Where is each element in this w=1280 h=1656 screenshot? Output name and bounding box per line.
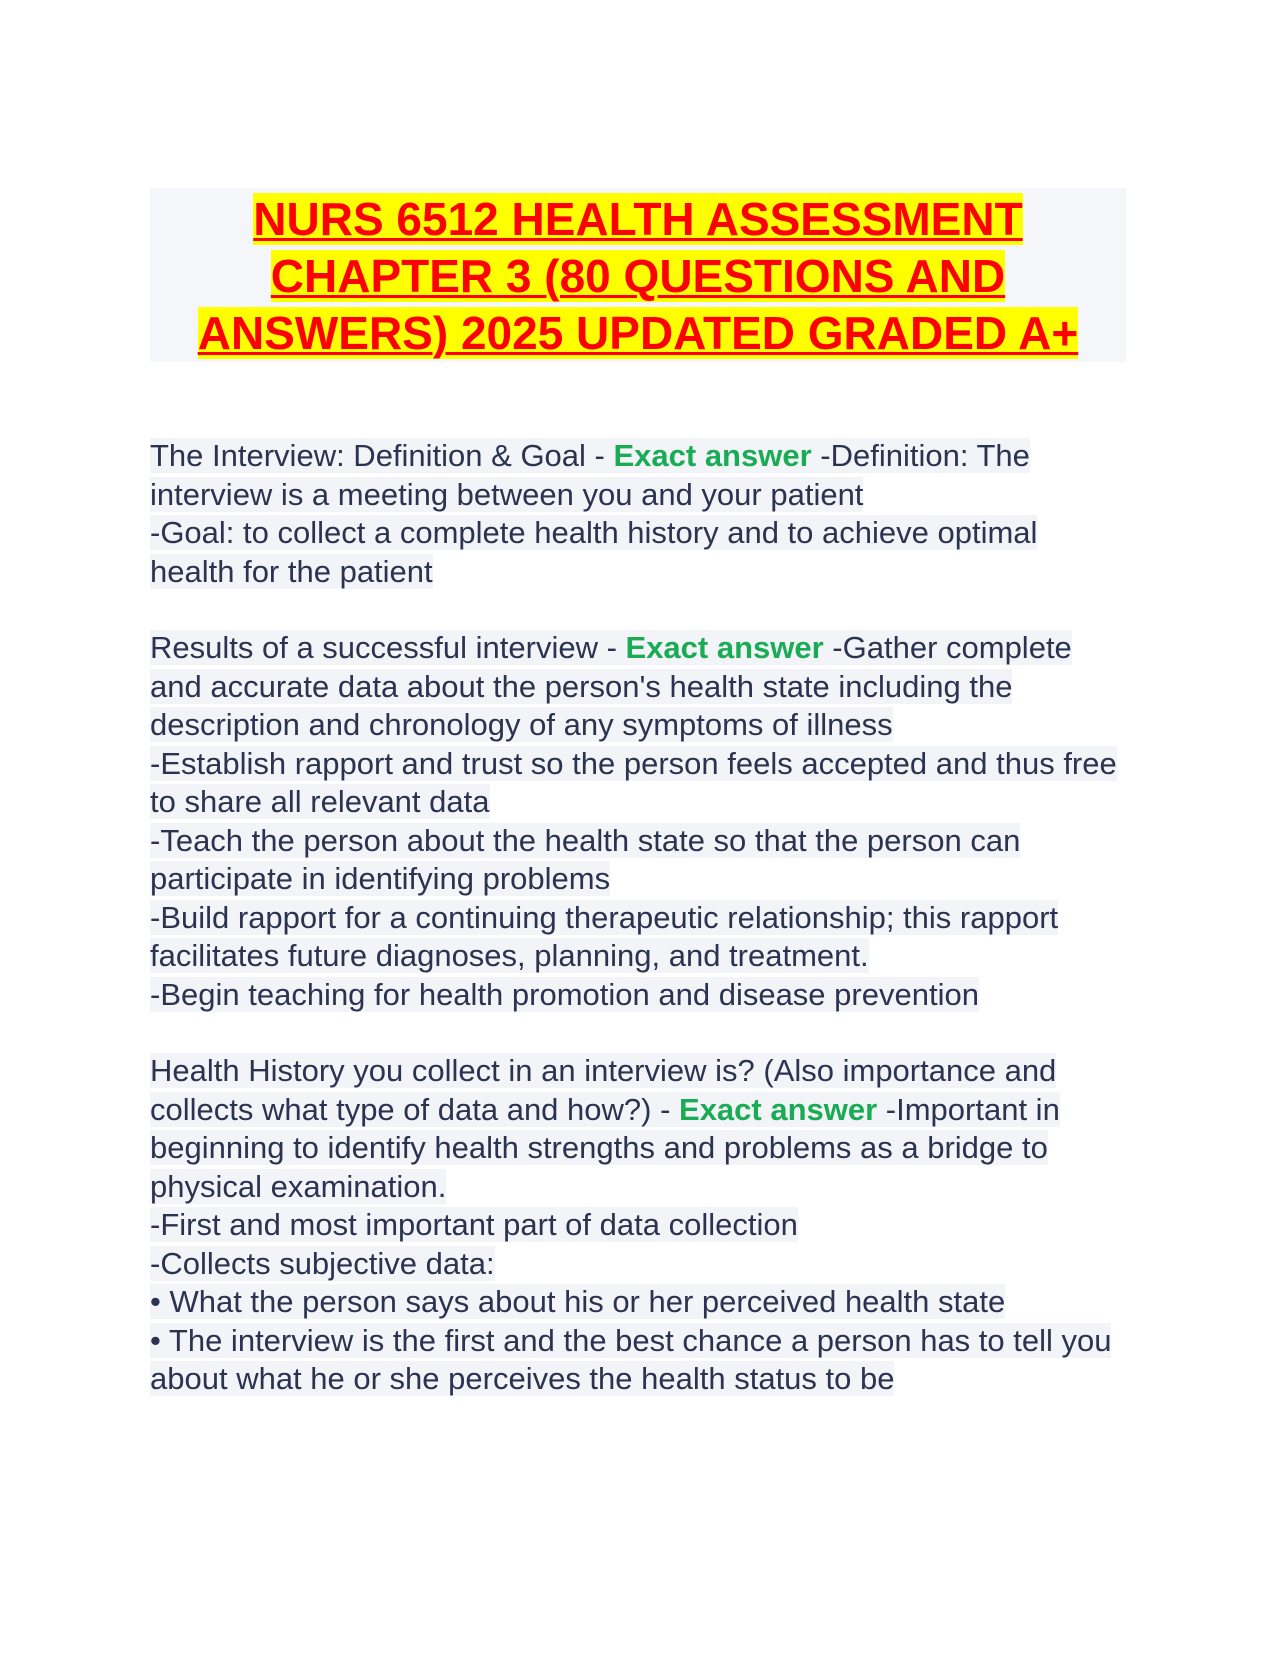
qa-list [150,437,1130,1437]
question-1: The Interview: Definition & Goal - [150,438,614,473]
answer-3-line-3: -Collects subjective data: [150,1245,495,1281]
answer-2-line-3: -Teach the person about the health state so that the person can participate in identifying problems [150,822,1021,896]
qa-item-2 [150,629,1130,1014]
title-line-1: NURS 6512 HEALTH ASSESSMENT [253,193,1023,245]
answer-2-first: -Gather complete and accurate data about the person's health state including the description and chronology of any symptoms of illness [150,630,1072,742]
answer-1-first: -Definition: The interview is a meeting between you and your patient [150,438,1030,512]
document-title [150,188,1126,362]
answer-3-line-5: • The interview is the first and the best chance a person has to tell you about what he or she perceives the health status to be [150,1322,1112,1396]
answer-2-line-5: -Begin teaching for health promotion and disease prevention [150,976,979,1012]
answer-1-line-2: -Goal: to collect a complete health history and to achieve optimal health for the patient [150,515,1038,589]
answer-label-3: Exact answer [679,1091,878,1127]
answer-label-2: Exact answer [625,630,824,665]
answer-3-first: -Important in beginning to identify health strengths and problems as a bridge to physical examination. [150,1091,1060,1204]
qa-item-3 [150,1052,1130,1399]
answer-3-line-2: -First and most important part of data collection [150,1207,798,1242]
qa-item-1 [150,437,1130,591]
question-2: Results of a successful interview - [150,630,626,665]
answer-2-line-2: -Establish rapport and trust so the person feels accepted and thus free to share all relevant data [150,745,1117,819]
answer-2-line-4: -Build rapport for a continuing therapeutic relationship; this rapport facilitates future diagnoses, planning, and treatment. [150,899,1059,973]
answer-3-line-4: • What the person says about his or her perceived health state [150,1284,1006,1319]
question-3: Health History you collect in an interview is? (Also importance and collects what type of data and how?) - [150,1053,1057,1127]
title-line-3: ANSWERS) 2025 UPDATED GRADED A+ [197,307,1079,359]
answer-label-1: Exact answer [613,438,812,473]
title-line-2: CHAPTER 3 (80 QUESTIONS AND [270,250,1006,302]
